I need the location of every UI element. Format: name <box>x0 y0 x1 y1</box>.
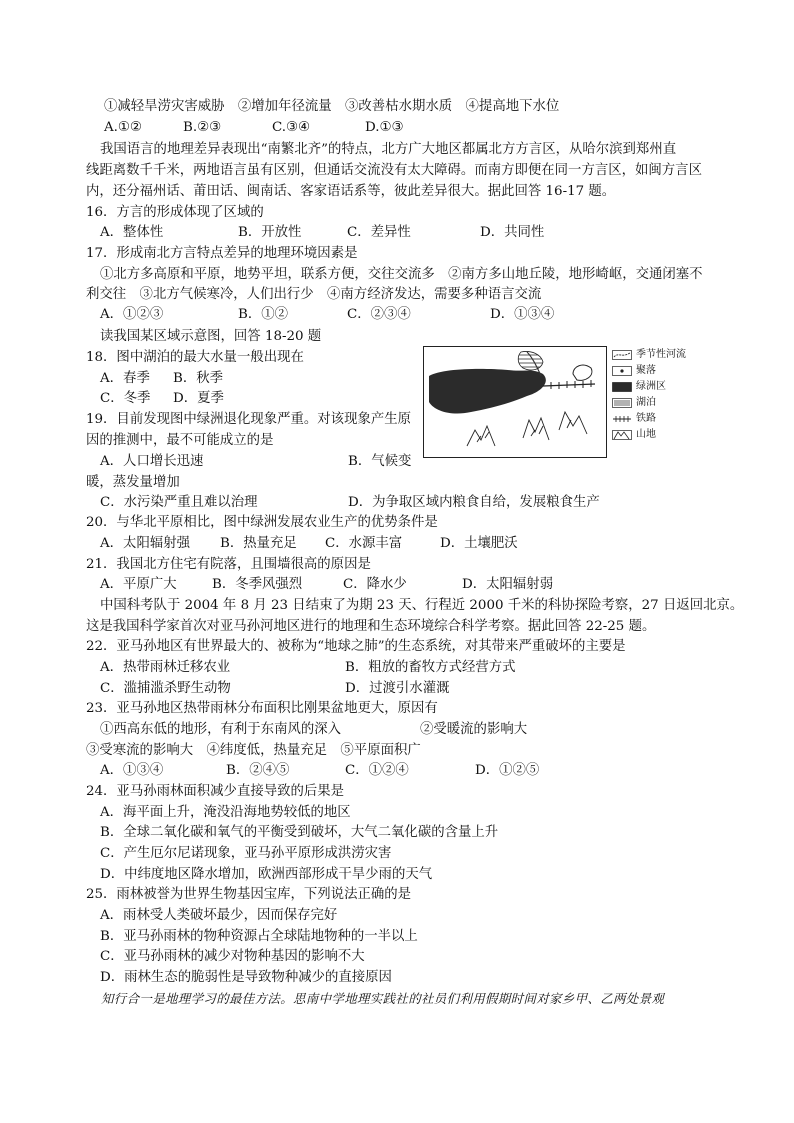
seasonal-river-icon <box>612 350 632 360</box>
q20-option-c: C．水源丰富 <box>325 536 403 551</box>
q20-option-b: B．热量充足 <box>220 536 297 551</box>
q21-option-b: B．冬季风强烈 <box>212 577 303 592</box>
q15-option-a: A.①② <box>104 120 142 135</box>
legend-row-seasonal-river <box>612 348 686 362</box>
q21-stem: 21．我国北方住宅有院落，且围墙很高的原因是 <box>86 557 371 572</box>
q15-option-c: C.③④ <box>272 120 311 135</box>
q25-option-b: B．亚马孙雨林的物种资源占全球陆地物种的一半以上 <box>100 929 418 944</box>
q18-option-d: D．夏季 <box>173 391 224 406</box>
q25-option-a: A．雨林受人类破坏最少，因而保存完好 <box>100 908 338 923</box>
q22-stem: 22．亚马孙地区有世界最大的、被称为“地球之肺”的生态系统，对其带来严重破坏的主要是 <box>86 639 626 654</box>
q24-option-a: A．海平面上升，淹没沿海地势较低的地区 <box>100 805 351 820</box>
q17-statements-line1: ①北方多高原和平原，地势平坦，联系方便，交往交流多 ②南方多山地丘陵，地形崎岖，交通闭塞不 <box>100 267 703 282</box>
q22-option-b: B．粗放的畜牧方式经营方式 <box>345 660 516 675</box>
q16-option-c: C．差异性 <box>347 225 411 240</box>
q18-stem: 18．图中湖泊的最大水量一般出现在 <box>86 350 304 365</box>
q16-stem: 16．方言的形成体现了区域的 <box>86 205 264 220</box>
q17-stem: 17．形成南北方言特点差异的地理环境因素是 <box>86 246 358 261</box>
passage-amazon-line1: 中国科考队于 2004 年 8 月 23 日结束了为期 23 天、行程近 2000 千米的科协探险考察，27 日返回北京。 <box>100 598 744 613</box>
legend-label-mountain: 山地 <box>636 429 656 440</box>
q23-statement-1: ①西高东低的地形，有利于东南风的深入 <box>100 722 342 737</box>
q16-option-d: D．共同性 <box>480 225 545 240</box>
passage-dialect-line2: 线距离数千千米，两地语言虽有区别，但通话交流没有太大障碍。而南方即便在同一方言区，如闽方言区 <box>86 163 702 178</box>
q17-statements-line2: 利交往 ③北方气候寒冷，人们出行少 ④南方经济发达，需要多种语言交流 <box>86 287 542 302</box>
q23-statement-2: ②受暖流的影响大 <box>420 722 528 737</box>
q19-option-c: C．水污染严重且难以治理 <box>100 495 258 510</box>
legend-row-mountain <box>612 428 656 442</box>
region-sketch-map <box>423 346 607 458</box>
map-intro: 读我国某区域示意图，回答 18-20 题 <box>100 329 322 344</box>
settlement-icon <box>612 366 632 376</box>
q20-stem: 20．与华北平原相比，图中绿洲发展农业生产的优势条件是 <box>86 515 438 530</box>
oasis-icon <box>612 382 632 392</box>
legend-label-oasis: 绿洲区 <box>636 381 666 392</box>
q24-option-c: C．产生厄尔尼诺现象，亚马孙平原形成洪涝灾害 <box>100 846 392 861</box>
q19-option-b-continued: 暖，蒸发量增加 <box>86 475 180 490</box>
q15-option-b: B.②③ <box>183 120 222 135</box>
legend-row-settlement <box>612 364 656 378</box>
legend-row-oasis <box>612 380 666 394</box>
passage-dialect-line3: 内，还分福州话、莆田话、闽南话、客家语话系等，彼此差异很大。据此回答 16-17 题。 <box>86 184 616 199</box>
q25-stem: 25．雨林被誉为世界生物基因宝库，下列说法正确的是 <box>86 887 412 902</box>
q23-option-d: D．①②⑤ <box>475 763 540 778</box>
q19-stem-line2: 因的推测中，最不可能成立的是 <box>86 433 274 448</box>
q19-stem-line1: 19．目前发现图中绿洲退化现象严重。对该现象产生原 <box>86 412 412 427</box>
q23-statements-3-5: ③受寒流的影响大 ④纬度低，热量充足 ⑤平原面积广 <box>86 743 421 758</box>
legend-label-seasonal-river: 季节性河流 <box>636 349 686 360</box>
legend-label-railway: 铁路 <box>636 413 656 424</box>
q21-option-d: D．太阳辐射弱 <box>462 577 554 592</box>
q23-stem: 23．亚马孙地区热带雨林分布面积比刚果盆地更大，原因有 <box>86 701 438 716</box>
legend-label-lake: 湖泊 <box>636 397 656 408</box>
legend-row-lake <box>612 396 656 410</box>
q20-option-a: A．太阳辐射强 <box>100 536 191 551</box>
q16-option-b: B．开放性 <box>238 225 302 240</box>
legend-label-settlement: 聚落 <box>636 365 656 376</box>
mountain-icon <box>612 430 632 440</box>
q22-option-a: A．热带雨林迁移农业 <box>100 660 231 675</box>
q17-option-d: D．①③④ <box>490 307 555 322</box>
q25-option-c: C．亚马孙雨林的减少对物种基因的影响不大 <box>100 949 365 964</box>
q23-option-b: B．②④⑤ <box>226 763 290 778</box>
passage-dialect-line1: 我国语言的地理差异表现出“南繁北齐”的特点，北方广大地区都属北方方言区，从哈尔滨到郑州直 <box>100 142 677 157</box>
lake-icon <box>612 398 632 408</box>
map-legend <box>612 348 712 448</box>
q15-choices-line: ①减轻旱涝灾害威胁 ②增加年径流量 ③改善枯水期水质 ④提高地下水位 <box>104 99 560 114</box>
q22-option-c: C．滥捕滥杀野生动物 <box>100 681 231 696</box>
q18-option-a: A．春季 <box>100 371 150 386</box>
q24-stem: 24．亚马孙雨林面积减少直接导致的后果是 <box>86 784 345 799</box>
q22-option-d: D．过渡引水灌溉 <box>345 681 450 696</box>
q19-option-d: D．为争取区域内粮食自给，发展粮食生产 <box>348 495 600 510</box>
passage-amazon-line2: 这是我国科学家首次对亚马孙河地区进行的地理和生态环境综合科学考察。据此回答 22-25 题。 <box>86 619 656 634</box>
q24-option-b: B．全球二氧化碳和氧气的平衡受到破坏，大气二氧化碳的含量上升 <box>100 825 499 840</box>
q19-option-b: B．气候变 <box>348 454 412 469</box>
railway-icon <box>612 414 632 424</box>
q17-option-b: B．①② <box>238 307 289 322</box>
next-question-intro: 知行合一是地理学习的最佳方法。思南中学地理实践社的社员们利用假期时间对家乡甲、乙两处景观 <box>101 991 665 1006</box>
q21-option-a: A．平原广大 <box>100 577 177 592</box>
q25-option-d: D．雨林生态的脆弱性是导致物种减少的直接原因 <box>100 970 392 985</box>
q17-option-a: A．①②③ <box>100 307 164 322</box>
q23-option-a: A．①③④ <box>100 763 164 778</box>
q24-option-d: D．中纬度地区降水增加，欧洲西部形成干旱少雨的天气 <box>100 867 433 882</box>
q18-option-b: B．秋季 <box>173 371 224 386</box>
q15-option-d: D.①③ <box>365 120 404 135</box>
q16-option-a: A．整体性 <box>100 225 164 240</box>
q21-option-c: C．降水少 <box>343 577 407 592</box>
q18-option-c: C．冬季 <box>100 391 151 406</box>
q17-option-c: C．②③④ <box>347 307 411 322</box>
legend-row-railway <box>612 412 656 426</box>
q20-option-d: D．土壤肥沃 <box>440 536 518 551</box>
q23-option-c: C．①②④ <box>345 763 409 778</box>
q19-option-a: A．人口增长迅速 <box>100 454 204 469</box>
